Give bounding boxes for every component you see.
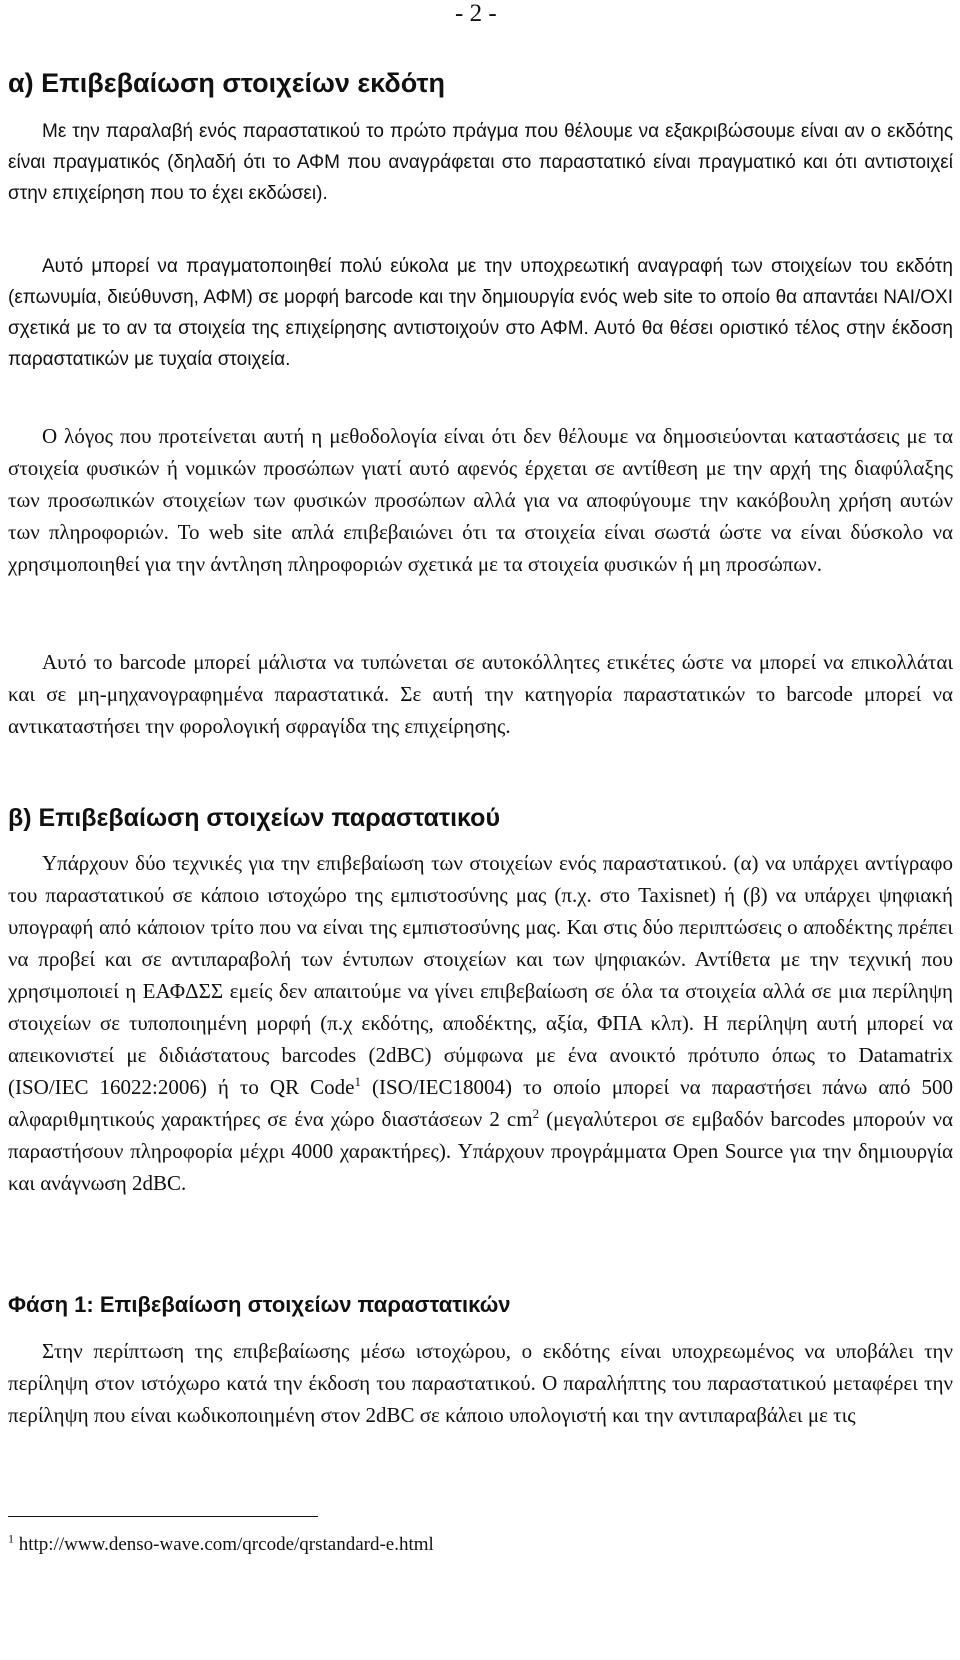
footnote-link-text: http://www.denso-wave.com/qrcode/qrstandard-e.html (14, 1534, 434, 1555)
section-a-paragraph-2: Αυτό μπορεί να πραγματοποιηθεί πολύ εύκολα με την υποχρεωτική αναγραφή των στοιχείων του εκδότη (επωνυμία, διεύθυνση, ΑΦΜ) σε μορφή barcode και την δημιουργία ενός web site το οποίο θα απαντάει ΝΑΙ/ΟΧΙ σχετικά με το αν τα στοιχεία της επιχείρησης αντιστοιχούν στο ΑΦΜ. Αυτό θα θέσει οριστικό τέλος στην έκδοση παραστατικών με τυχαία στοιχεία. (8, 256, 953, 370)
page-number: - 2 - (455, 0, 497, 27)
footnote-reference: 1 (354, 1074, 361, 1089)
section-a-paragraph-3: Ο λόγος που προτείνεται αυτή η μεθοδολογία είναι ότι δεν θέλουμε να δημοσιεύονται καταστάσεις με τα στοιχεία φυσικών ή νομικών προσώπων γιατί αυτό αφενός έρχεται σε αντίθεση με την αρχή της διαφύλαξης των προσωπικών στοιχείων των φυσικών προσώπων αλλά για να αποφύγουμε την κακόβουλη χρήση αυτών των πληροφοριών. Το web site απλά επιβεβαιώνει ότι τα στοιχεία είναι σωστά ώστε να είναι δύσκολο να χρησιμοποιηθεί για την άντληση πληροφοριών σχετικά με τα στοιχεία φυσικών ή μη προσώπων. (8, 424, 953, 576)
section-a-paragraph-1: Με την παραλαβή ενός παραστατικού το πρώτο πράγμα που θέλουμε να εξακριβώσουμε είναι αν ο εκδότης είναι πραγματικός (δηλαδή ότι το ΑΦΜ που αναγράφεται στο παραστατικό είναι πραγματικό και ότι αντιστοιχεί στην επιχείρηση που το έχει εκδώσει). (8, 121, 953, 204)
section-a-paragraph-4: Αυτό το barcode μπορεί μάλιστα να τυπώνεται σε αυτοκόλλητες ετικέτες ώστε να μπορεί να επικολλάται και σε μη-μηχανογραφημένα παραστατικά. Σε αυτή την κατηγορία παραστατικών το barcode μπορεί να αντικαταστήσει την φορολογική σφραγίδα της επιχείρησης. (8, 650, 953, 738)
superscript-exponent: 2 (532, 1106, 540, 1121)
section-b-paragraph (8, 847, 953, 1199)
section-b-heading: β) Επιβεβαίωση στοιχείων παραστατικού (8, 804, 500, 832)
footnote-mark: 1 (8, 1531, 14, 1546)
section-a-heading: α) Επιβεβαίωση στοιχείων εκδότη (8, 68, 445, 98)
section-b-text-part-2: (ISO/IEC18004) το οποίο μπορεί να παραστήσει πάνω από 500 αλφαριθμητικούς χαρακτήρες σε ένα χώρο διαστάσεων 2 cm (8, 1075, 953, 1131)
section-b-text-part-1: Υπάρχουν δύο τεχνικές για την επιβεβαίωση των στοιχείων ενός παραστατικού. (α) να υπάρχει αντίγραφο του παραστατικού σε κάποιο ιστοχώρο της εμπιστοσύνης μας (π.χ. στο Taxisnet) ή (β) να υπάρχει ψηφιακή υπογραφή από κάποιον τρίτο που να είναι της εμπιστοσύνης μας. Και στις δύο περιπτώσεις ο αποδέκτης πρέπει να προβεί και σε αντιπαραβολή των έντυπων στοιχείων και των ψηφιακών. Αντίθετα με την τεχνική που χρησιμοποιεί η ΕΑΦΔΣΣ εμείς δεν απαιτούμε να γίνει επιβεβαίωση σε όλα τα στοιχεία αλλά σε μια περίληψη στοιχείων σε τυποποιημένη μορφή (π.χ εκδότης, αποδέκτης, αξία, ΦΠΑ κλπ). Η περίληψη αυτή μπορεί να απεικονιστεί με διδιάστατους barcodes (2dBC) σύμφωνα με ένα ανοικτό πρότυπο όπως το Datamatrix (ISO/IEC 16022:2006) ή το QR Code (8, 851, 953, 1099)
footnote-separator (8, 1516, 318, 1517)
phase-1-paragraph: Στην περίπτωση της επιβεβαίωσης μέσω ιστοχώρου, ο εκδότης είναι υποχρεωμένος να υποβάλει την περίληψη στον ιστόχωρο κατά την έκδοση του παραστατικού. Ο παραλήπτης του παραστατικού μεταφέρει την περίληψη που είναι κωδικοποιημένη στον 2dBC σε κάποιο υπολογιστή και την αντιπαραβάλει με τις (8, 1339, 953, 1427)
phase-1-heading: Φάση 1: Επιβεβαίωση στοιχείων παραστατικών (8, 1292, 511, 1317)
footnote (8, 1532, 434, 1558)
section-b-text-part-3: (μεγαλύτεροι σε εμβαδόν barcodes μπορούν να παραστήσουν πληροφορία μέχρι 4000 χαρακτήρες). Υπάρχουν προγράμματα Open Source για την δημιουργία και ανάγνωση 2dBC. (8, 1107, 954, 1195)
